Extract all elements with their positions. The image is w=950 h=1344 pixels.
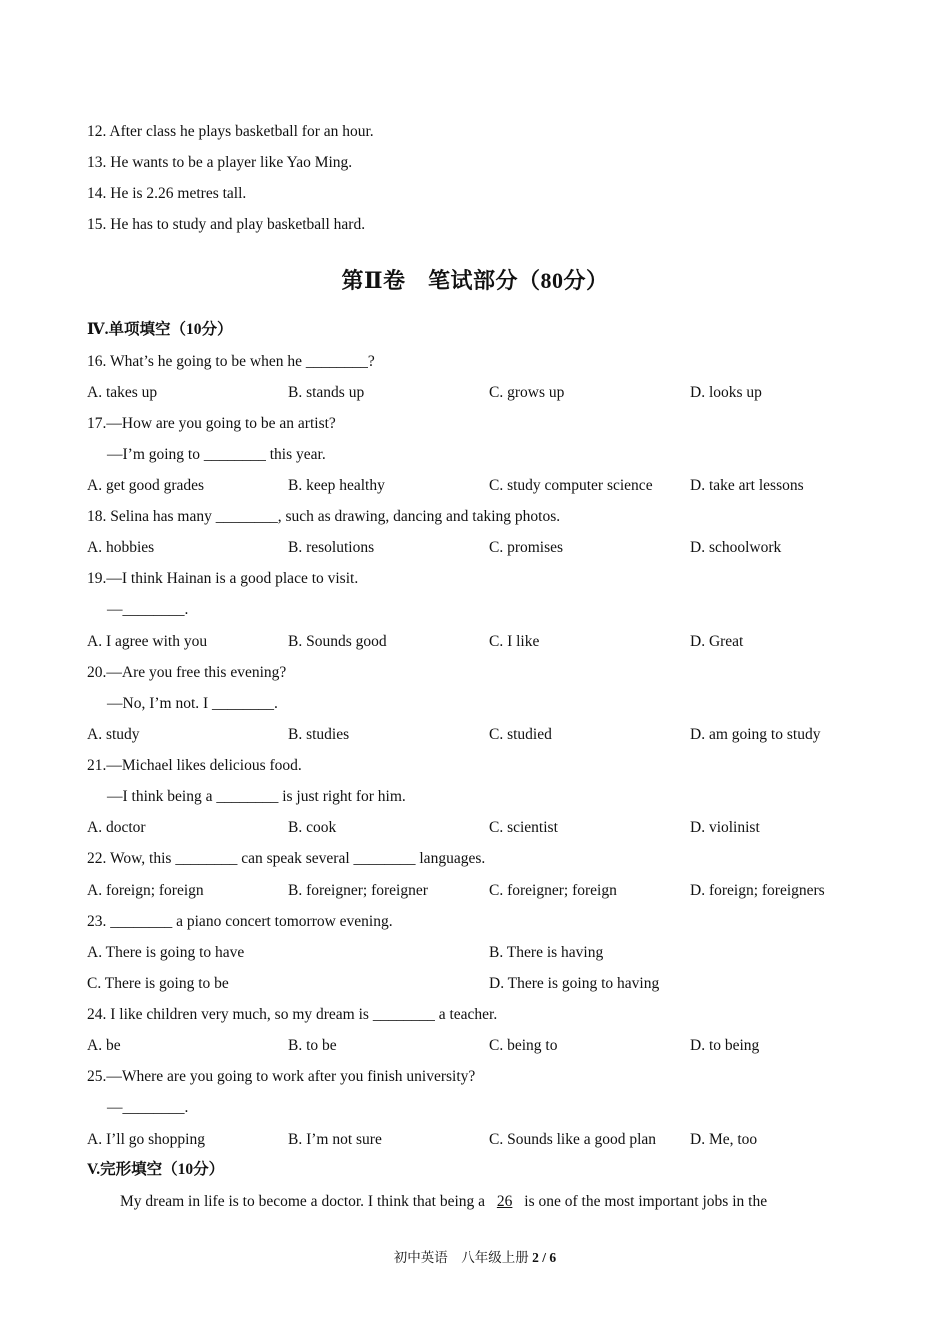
q25-option-b: B. I’m not sure (288, 1131, 382, 1148)
cloze-blank-26: 26 (496, 1193, 513, 1210)
q18-option-b: B. resolutions (288, 539, 375, 556)
question-18-stem: 18. Selina has many ________, such as drawing, dancing and taking photos. (87, 508, 561, 525)
question-22-stem: 22. Wow, this ________ can speak several ________ languages. (87, 850, 486, 867)
question-24-stem: 24. I like children very much, so my dream is ________ a teacher. (87, 1006, 498, 1023)
q18-option-d: D. schoolwork (690, 539, 782, 556)
q25-option-a: A. I’ll go shopping (87, 1131, 205, 1148)
q19-option-b: B. Sounds good (288, 633, 387, 650)
listening-item: 12. After class he plays basketball for an hour. (87, 123, 374, 140)
listening-item: 13. He wants to be a player like Yao Ming. (87, 154, 353, 171)
q22-option-c: C. foreigner; foreign (489, 882, 617, 899)
question-25-reply: —________. (107, 1099, 189, 1116)
q18-option-a: A. hobbies (87, 539, 155, 556)
section-5-title: V.完形填空（10分） (87, 1161, 225, 1178)
q19-option-a: A. I agree with you (87, 633, 208, 650)
page-footer (0, 1246, 950, 1266)
q21-option-b: B. cook (288, 819, 337, 836)
question-17-reply: —I’m going to ________ this year. (107, 446, 326, 463)
q22-option-a: A. foreign; foreign (87, 882, 204, 899)
question-25-stem: 25.—Where are you going to work after you finish university? (87, 1068, 476, 1085)
q20-option-a: A. study (87, 726, 140, 743)
q17-option-b: B. keep healthy (288, 477, 385, 494)
part-title: 第Ⅱ卷 笔试部分（80分） (341, 268, 609, 293)
question-19-stem: 19.—I think Hainan is a good place to visit. (87, 570, 359, 587)
q16-option-b: B. stands up (288, 384, 365, 401)
q21-option-c: C. scientist (489, 819, 558, 836)
footer-label: 初中英语 八年级上册 (393, 1250, 529, 1265)
q16-option-d: D. looks up (690, 384, 762, 401)
q24-option-a: A. be (87, 1037, 121, 1054)
passage-text-after: is one of the most important jobs in the (524, 1193, 768, 1210)
passage-text-before: My dream in life is to become a doctor. I think that being a (120, 1193, 486, 1210)
question-20-stem: 20.—Are you free this evening? (87, 664, 287, 681)
q19-option-c: C. I like (489, 633, 540, 650)
q25-option-d: D. Me, too (690, 1131, 758, 1148)
q17-option-a: A. get good grades (87, 477, 205, 494)
q16-option-a: A. takes up (87, 384, 158, 401)
q23-option-b: B. There is having (489, 944, 604, 961)
question-23-stem: 23. ________ a piano concert tomorrow evening. (87, 913, 393, 930)
q24-option-c: C. being to (489, 1037, 558, 1054)
q18-option-c: C. promises (489, 539, 564, 556)
question-21-stem: 21.—Michael likes delicious food. (87, 757, 302, 774)
section-4-title: Ⅳ.单项填空（10分） (87, 321, 233, 338)
listening-item: 14. He is 2.26 metres tall. (87, 185, 247, 202)
cloze-passage (120, 1192, 767, 1212)
page-number: 2 / 6 (532, 1250, 557, 1265)
listening-item: 15. He has to study and play basketball hard. (87, 216, 366, 233)
question-20-reply: —No, I’m not. I ________. (107, 695, 278, 712)
q24-option-b: B. to be (288, 1037, 337, 1054)
q23-option-d: D. There is going to having (489, 975, 660, 992)
q20-option-c: C. studied (489, 726, 552, 743)
q16-option-c: C. grows up (489, 384, 565, 401)
q20-option-d: D. am going to study (690, 726, 821, 743)
q24-option-d: D. to being (690, 1037, 760, 1054)
q17-option-d: D. take art lessons (690, 477, 804, 494)
question-21-reply: —I think being a ________ is just right for him. (107, 788, 406, 805)
q21-option-a: A. doctor (87, 819, 146, 836)
question-17-stem: 17.—How are you going to be an artist? (87, 415, 336, 432)
q25-option-c: C. Sounds like a good plan (489, 1131, 657, 1148)
q17-option-c: C. study computer science (489, 477, 653, 494)
q23-option-c: C. There is going to be (87, 975, 229, 992)
q23-option-a: A. There is going to have (87, 944, 245, 961)
question-19-reply: —________. (107, 601, 189, 618)
question-16-stem: 16. What’s he going to be when he ________? (87, 353, 375, 370)
q21-option-d: D. violinist (690, 819, 760, 836)
q22-option-d: D. foreign; foreigners (690, 882, 825, 899)
q19-option-d: D. Great (690, 633, 744, 650)
q20-option-b: B. studies (288, 726, 350, 743)
q22-option-b: B. foreigner; foreigner (288, 882, 428, 899)
